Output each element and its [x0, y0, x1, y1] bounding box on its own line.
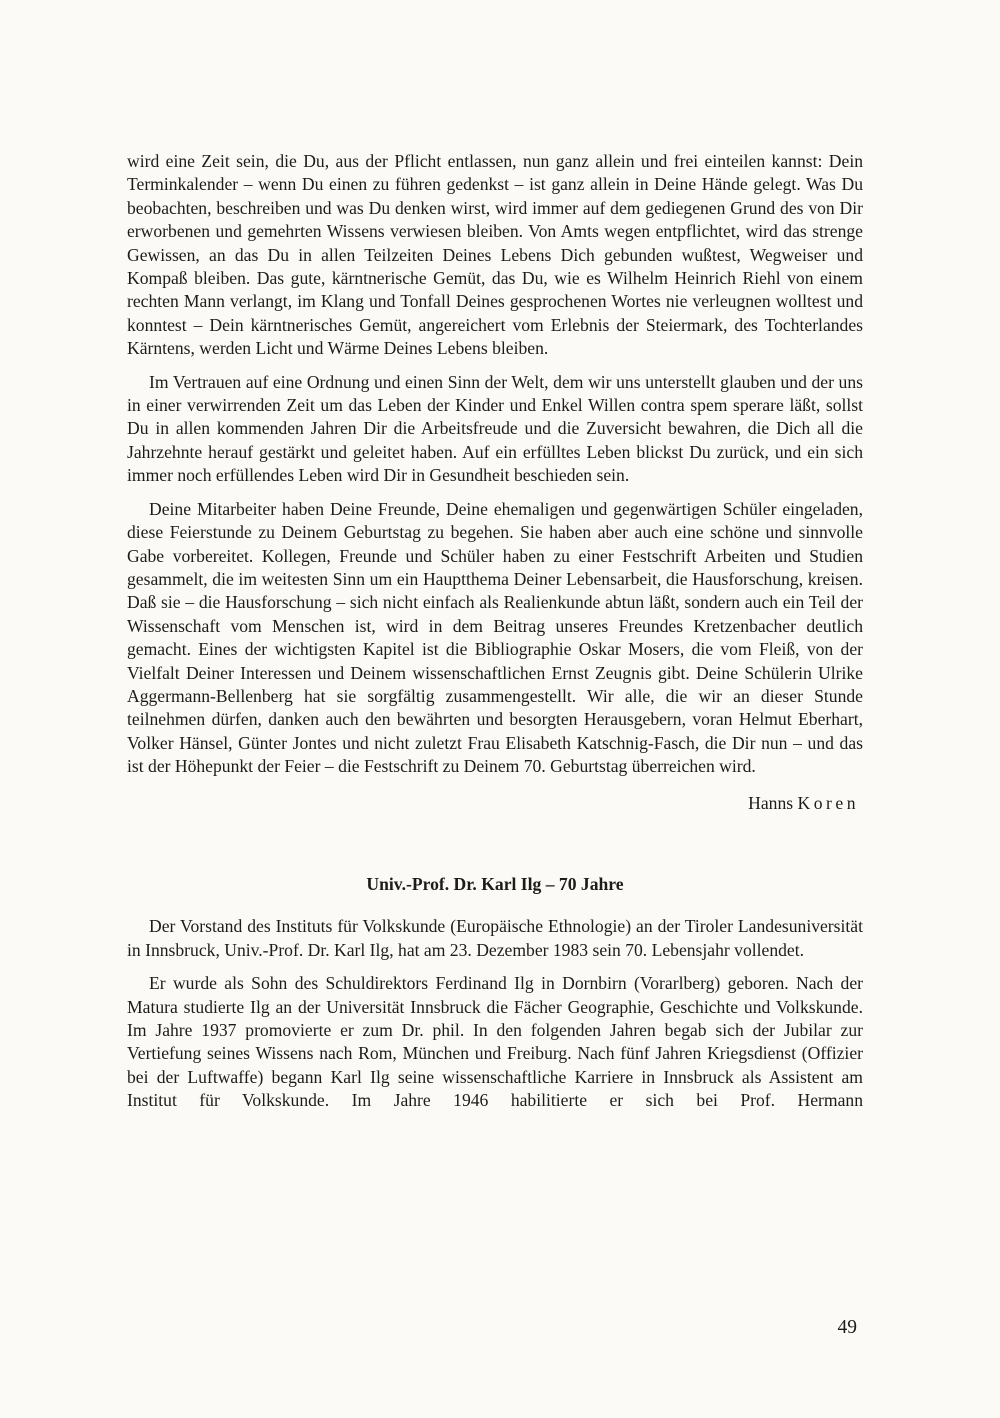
- page-number: 49: [837, 1317, 857, 1338]
- tribute-paragraph-2: Im Vertrauen auf eine Ordnung und einen Sinn der Welt, dem wir uns unterstellt glauben und der uns in einer verwirrenden Zeit um das Leben der Kinder und Enkel Willen contra spem sperare läßt, sollst Du in allen kommenden Jahren Dir die Arbeitsfreude und die Zuversicht bewahren, die Dich all die Jahrzehnte herauf gestärkt und geleitet haben. Auf ein erfülltes Leben blickst Du zurück, und ein sich immer noch erfüllendes Leben wird Dir in Gesundheit beschieden sein.: [127, 371, 863, 486]
- text-column: [127, 150, 863, 1123]
- signature: [127, 792, 859, 815]
- article-title: Univ.-Prof. Dr. Karl Ilg – 70 Jahre: [366, 873, 624, 894]
- tribute-paragraph-3: Deine Mitarbeiter haben Deine Freunde, Deine ehemaligen und gegenwärtigen Schüler eingeladen, diese Feierstunde zu Deinem Geburtstag zu begehen. Sie haben aber auch eine schöne und sinnvolle Gabe vorbereitet. Kollegen, Freunde und Schüler haben zu einer Festschrift Arbeiten und Studien gesammelt, die im weitesten Sinn um ein Hauptthema Deiner Lebensarbeit, die Hausforschung, kreisen. Daß sie – die Hausforschung – sich nicht einfach als Realienkunde abtun läßt, sondern auch ein Teil der Wissenschaft vom Menschen ist, wird in dem Beitrag unseres Freundes Kretzenbacher deutlich gemacht. Eines der wichtigsten Kapitel ist die Bibliographie Oskar Mosers, die vom Fleiß, von der Vielfalt Deiner Interessen und Deinem wissenschaftlichen Ernst Zeugnis gibt. Deine Schülerin Ulrike Aggermann-Bellenberg hat sie sorgfältig zusammengestellt. Wir alle, die wir an dieser Stunde teilnehmen dürfen, danken auch den bewährten und besorgten Herausgebern, voran Helmut Eberhart, Volker Hänsel, Günter Jontes und nicht zuletzt Frau Elisabeth Katschnig-Fasch, die Dir nun – und das ist der Höhepunkt der Feier – die Festschrift zu Deinem 70. Geburtstag überreichen wird.: [127, 498, 863, 777]
- tribute-paragraph-1: wird eine Zeit sein, die Du, aus der Pflicht entlassen, nun ganz allein und frei einteilen kannst: Dein Terminkalender – wenn Du einen zu führen gedenkst – ist ganz allein in Deine Hände gelegt. Was Du beobachten, beschreiben und was Du denken wirst, wird immer auf dem gediegenen Grund des von Dir erworbenen und gemehrten Wissens verwiesen bleiben. Von Amts wegen entpflichtet, wird das strenge Gewissen, an das Du in allen Teilzeiten Deines Lebens Dich gebunden wußtest, Wegweiser und Kompaß bleiben. Das gute, kärntnerische Gemüt, das Du, wie es Wilhelm Heinrich Riehl von einem rechten Mann verlangt, im Klang und Tonfall Deines gesprochenen Wortes nie verleugnen wolltest und konntest – Dein kärntnerisches Gemüt, angereichert vom Erlebnis der Steiermark, des Tochterlandes Kärntens, werden Licht und Wärme Deines Lebens bleiben.: [127, 151, 863, 359]
- article-paragraph-2: Er wurde als Sohn des Schuldirektors Ferdinand Ilg in Dornbirn (Vorarlberg) geboren. Nach der Matura studierte Ilg an der Universität Innsbruck die Fächer Geographie, Geschichte und Volkskunde. Im Jahre 1937 promovierte er zum Dr. phil. In den folgenden Jahren begab sich der Jubilar zur Vertiefung seines Wissens nach Rom, München und Freiburg. Nach fünf Jahren Kriegsdienst (Offizier bei der Luftwaffe) begann Karl Ilg seine wissenschaftliche Karriere in Innsbruck als Assistent am Institut für Volkskunde. Im Jahre 1946 habilitierte er sich bei Prof. Hermann: [127, 973, 863, 1111]
- signature-surname: Koren: [797, 792, 859, 813]
- article-paragraph-1: Der Vorstand des Instituts für Volkskunde (Europäische Ethnologie) an der Tiroler Landesuniversität in Innsbruck, Univ.-Prof. Dr. Karl Ilg, hat am 23. Dezember 1983 sein 70. Lebensjahr vollendet.: [127, 916, 863, 960]
- signature-given-name: Hanns: [748, 792, 794, 813]
